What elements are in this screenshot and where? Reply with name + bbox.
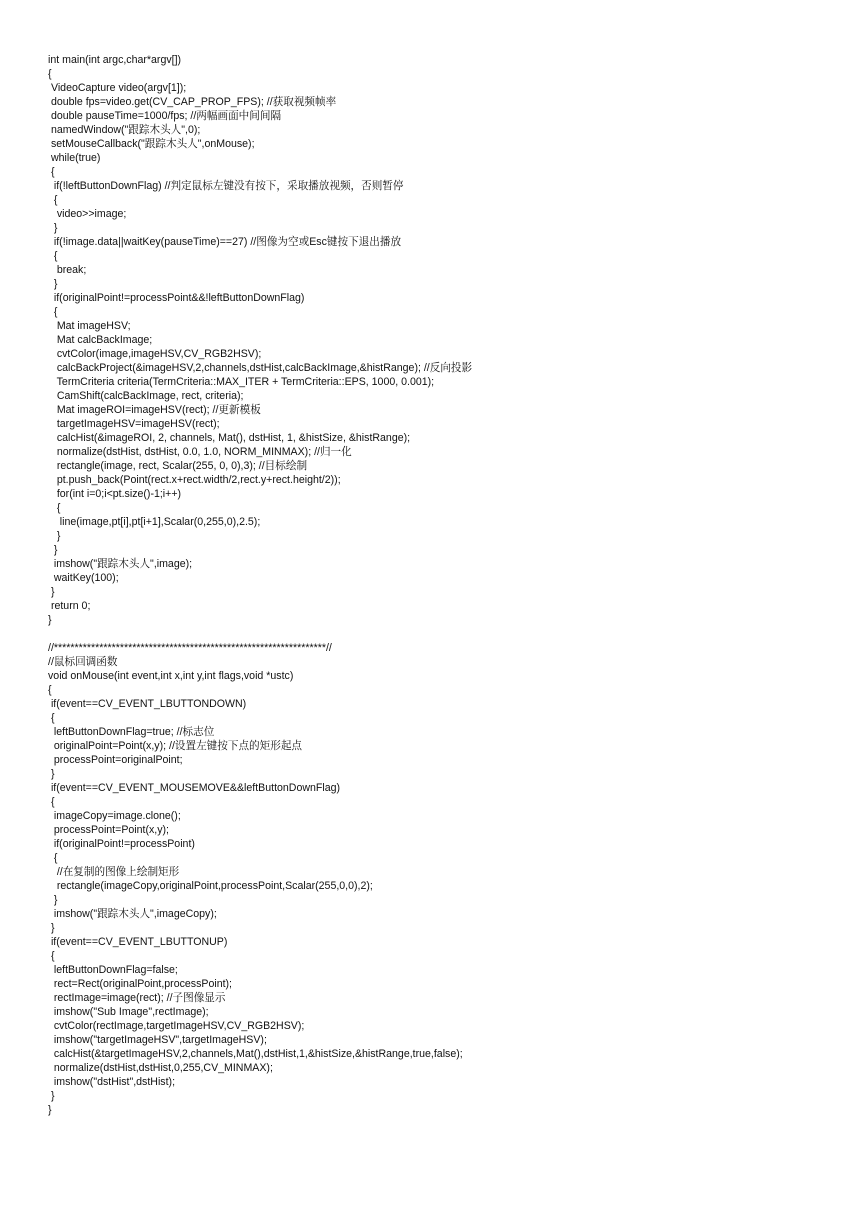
code-line: void onMouse(int event,int x,int y,int flags,void *ustc) [48,670,294,682]
code-line: calcBackProject(&imageHSV,2,channels,dstHist,calcBackImage,&histRange); //反向投影 [48,362,473,374]
code-line: { [48,950,55,962]
code-line: cvtColor(image,imageHSV,CV_RGB2HSV); [48,348,262,360]
code-line: } [48,586,55,598]
code-line: { [48,712,55,724]
code-line: TermCriteria criteria(TermCriteria::MAX_ITER + TermCriteria::EPS, 1000, 0.001); [48,376,435,388]
code-line: double fps=video.get(CV_CAP_PROP_FPS); //获取视频帧率 [48,96,337,108]
code-line: Mat imageROI=imageHSV(rect); //更新模板 [48,404,261,416]
code-line: calcHist(&targetImageHSV,2,channels,Mat(),dstHist,1,&histSize,&histRange,true,false); [48,1048,463,1060]
code-line: //鼠标回调函数 [48,656,118,668]
code-line: imshow("Sub Image",rectImage); [48,1006,209,1018]
code-line: if(!leftButtonDownFlag) //判定鼠标左键没有按下，采取播放视频，否则暂停 [48,180,404,192]
code-line: double pauseTime=1000/fps; //两幅画面中间间隔 [48,110,282,122]
code-line: processPoint=originalPoint; [48,754,183,766]
code-line: } [48,544,58,556]
code-line: rectangle(image, rect, Scalar(255, 0, 0),3); //目标绘制 [48,460,308,472]
code-line: cvtColor(rectImage,targetImageHSV,CV_RGB2HSV); [48,1020,305,1032]
code-line: { [48,502,61,514]
code-line: if(event==CV_EVENT_LBUTTONUP) [48,936,228,948]
code-line: { [48,796,55,808]
code-line [48,627,848,641]
code-line: { [48,166,55,178]
code-line: targetImageHSV=imageHSV(rect); [48,418,220,430]
code-line: leftButtonDownFlag=true; //标志位 [48,726,215,738]
code-line: } [48,894,58,906]
code-line: { [48,194,58,206]
code-line: //在复制的图像上绘制矩形 [48,866,180,878]
code-line: for(int i=0;i<pt.size()-1;i++) [48,488,182,500]
code-line: } [48,530,61,542]
code-line: while(true) [48,152,101,164]
code-line: video>>image; [48,208,127,220]
code-line: imshow("targetImageHSV",targetImageHSV); [48,1034,267,1046]
code-line: calcHist(&imageROI, 2, channels, Mat(), dstHist, 1, &histSize, &histRange); [48,432,411,444]
code-line: waitKey(100); [48,572,119,584]
code-line: namedWindow("跟踪木头人",0); [48,124,201,136]
code-line: if(originalPoint!=processPoint&&!leftButtonDownFlag) [48,292,305,304]
code-listing [48,53,848,1117]
code-line: normalize(dstHist, dstHist, 0.0, 1.0, NORM_MINMAX); //归一化 [48,446,352,458]
code-line: VideoCapture video(argv[1]); [48,82,187,94]
code-line: //******************************************************************// [48,642,332,654]
code-line: if(event==CV_EVENT_MOUSEMOVE&&leftButtonDownFlag) [48,782,341,794]
code-line: setMouseCallback("跟踪木头人",onMouse); [48,138,255,150]
code-line: imshow("跟踪木头人",image); [48,558,193,570]
code-line: { [48,250,58,262]
code-line: } [48,1090,55,1102]
code-line: } [48,222,58,234]
code-line: imshow("dstHist",dstHist); [48,1076,176,1088]
code-line: { [48,684,52,696]
code-line: } [48,768,55,780]
code-line: if(!image.data||waitKey(pauseTime)==27) //图像为空或Esc键按下退出播放 [48,236,402,248]
code-line: imshow("跟踪木头人",imageCopy); [48,908,217,920]
code-line: break; [48,264,87,276]
code-line: Mat calcBackImage; [48,334,153,346]
code-line: rect=Rect(originalPoint,processPoint); [48,978,232,990]
code-line: int main(int argc,char*argv[]) [48,54,182,66]
code-line: normalize(dstHist,dstHist,0,255,CV_MINMAX); [48,1062,273,1074]
code-line: leftButtonDownFlag=false; [48,964,178,976]
code-line: Mat imageHSV; [48,320,131,332]
code-line: line(image,pt[i],pt[i+1],Scalar(0,255,0),2.5); [48,516,261,528]
code-line: } [48,278,58,290]
code-line: { [48,852,58,864]
code-line: if(event==CV_EVENT_LBUTTONDOWN) [48,698,247,710]
code-line: } [48,922,55,934]
code-line: { [48,306,58,318]
code-line: imageCopy=image.clone(); [48,810,181,822]
code-line: processPoint=Point(x,y); [48,824,169,836]
code-line: rectImage=image(rect); //子图像显示 [48,992,226,1004]
code-line: rectangle(imageCopy,originalPoint,processPoint,Scalar(255,0,0),2); [48,880,373,892]
code-line: return 0; [48,600,91,612]
code-line: pt.push_back(Point(rect.x+rect.width/2,rect.y+rect.height/2)); [48,474,341,486]
code-line: { [48,68,52,80]
code-line: CamShift(calcBackImage, rect, criteria); [48,390,244,402]
code-line: originalPoint=Point(x,y); //设置左键按下点的矩形起点 [48,740,303,752]
code-line: } [48,614,52,626]
code-line: } [48,1104,52,1116]
code-line: if(originalPoint!=processPoint) [48,838,195,850]
